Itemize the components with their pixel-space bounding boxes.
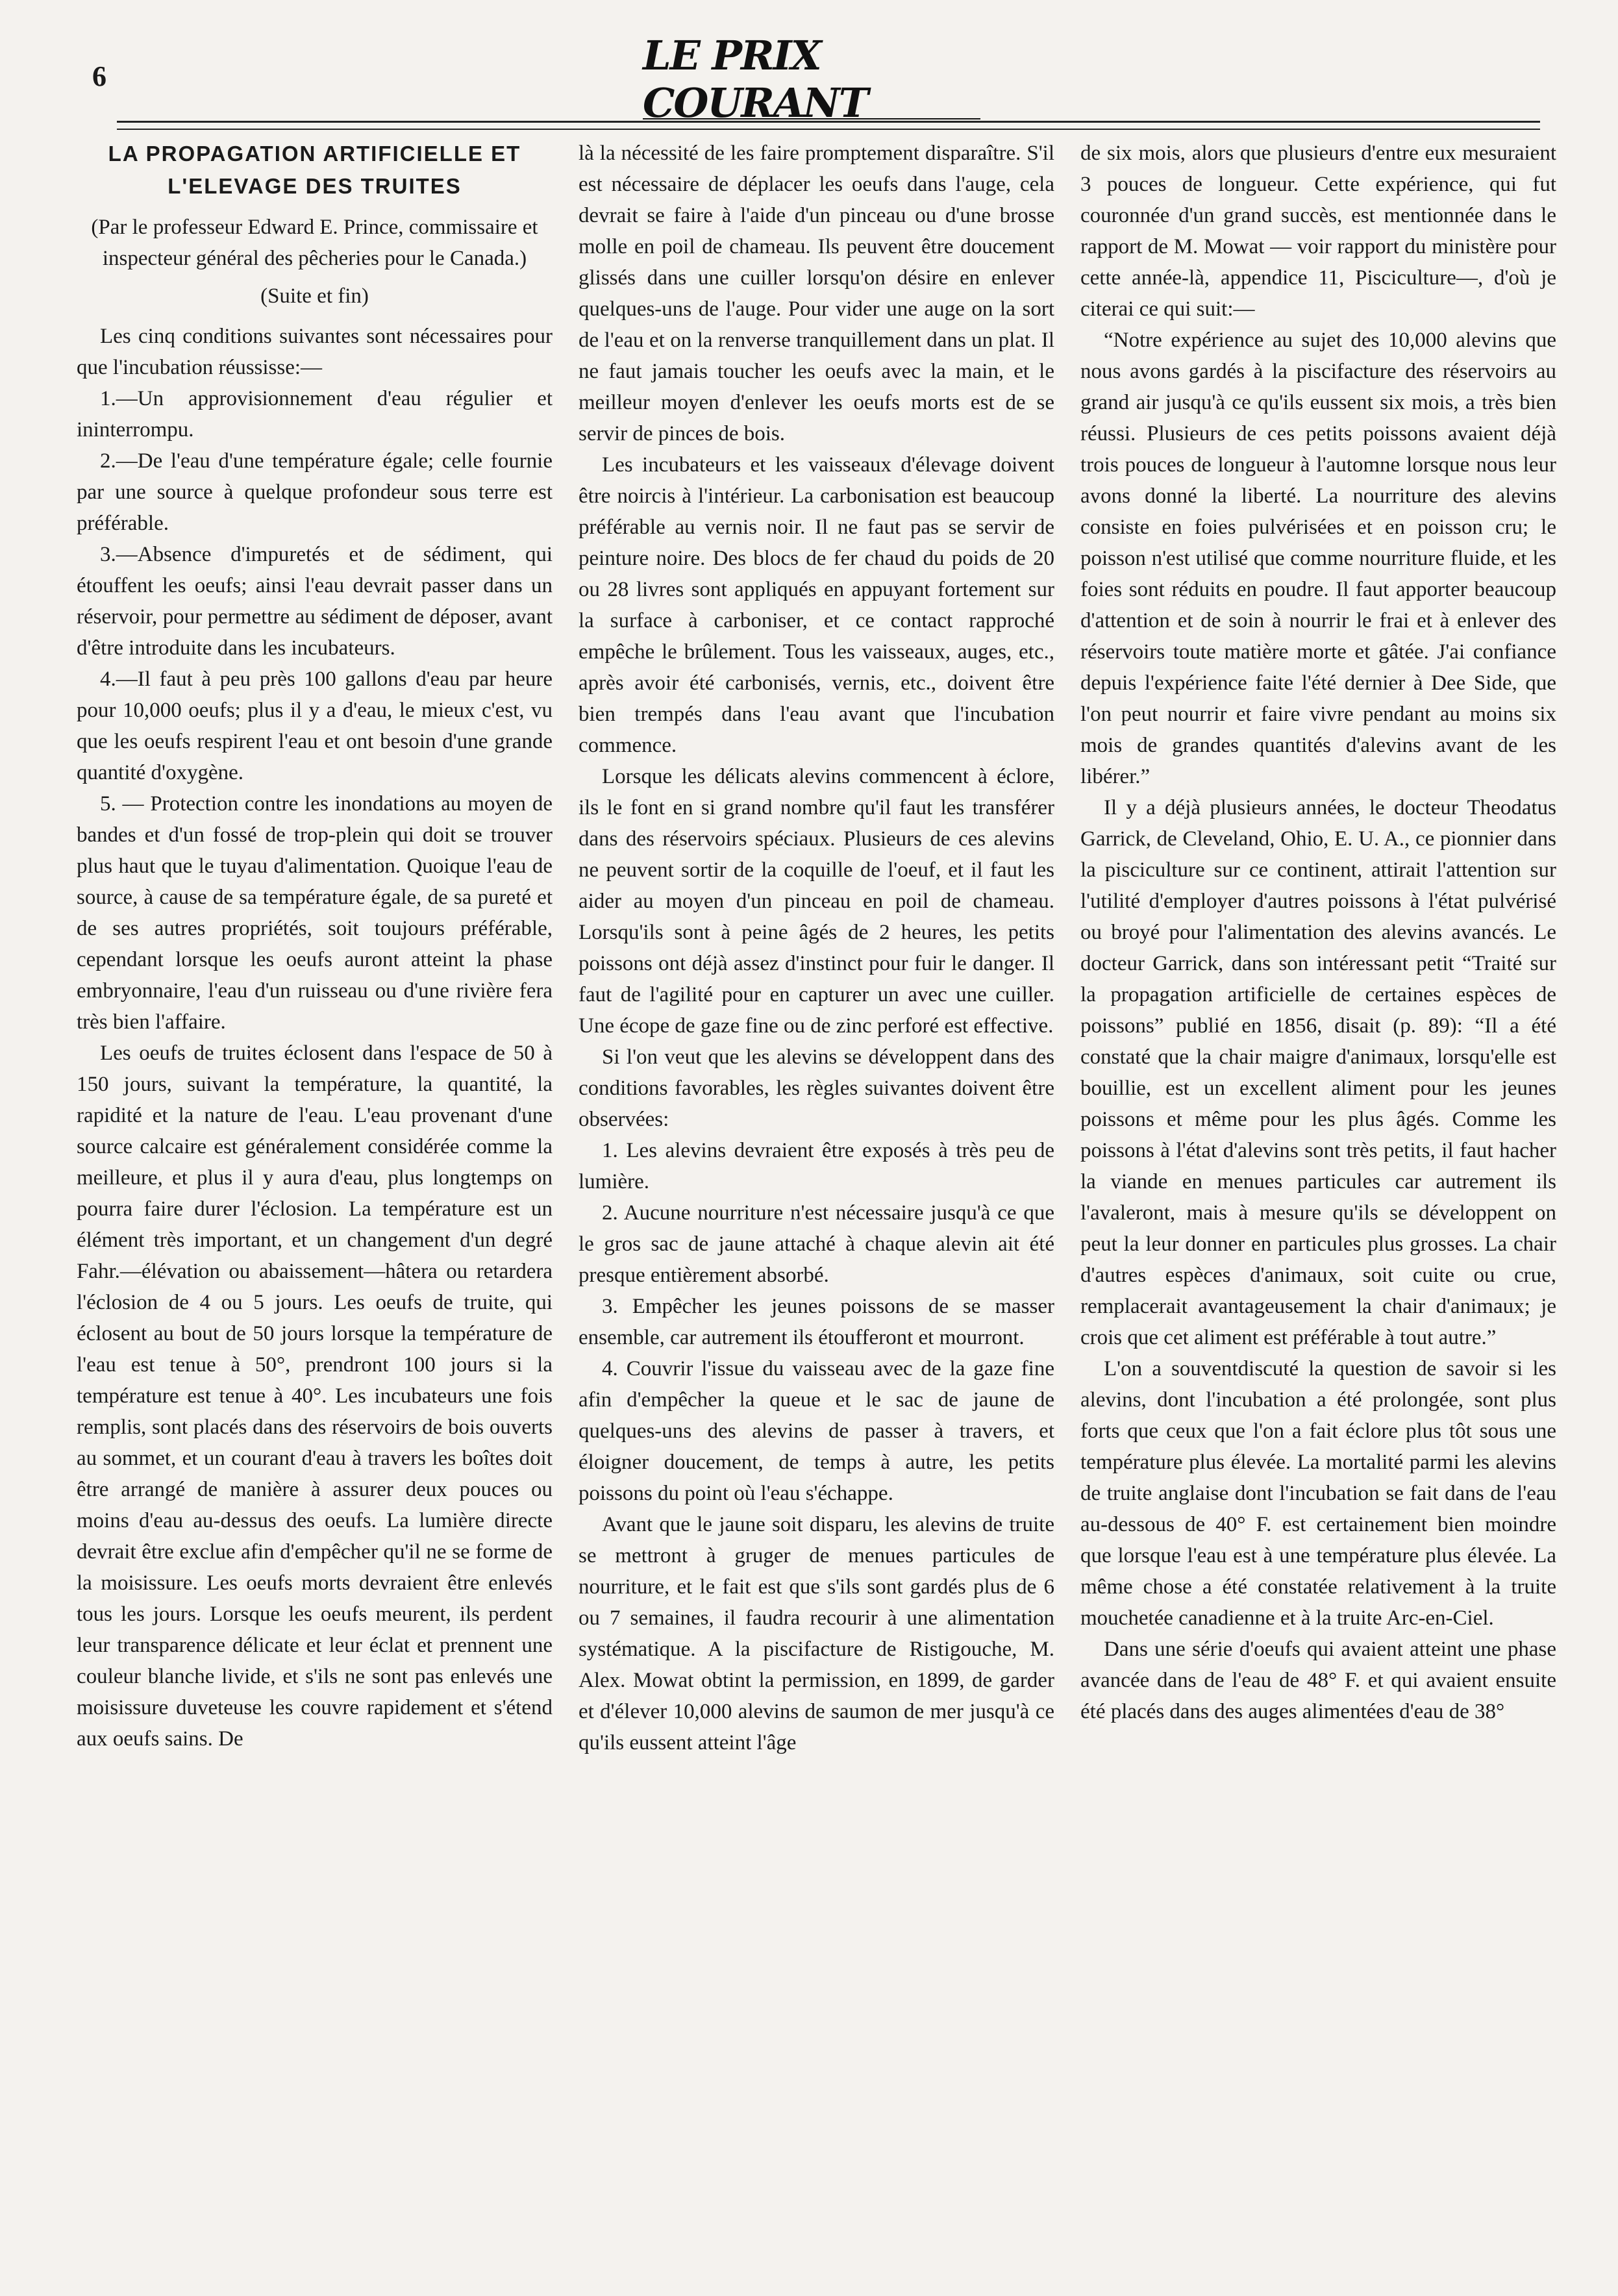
header-rule bbox=[117, 121, 1540, 123]
article-title-line-1: LA PROPAGATION ARTIFICIELLE ET bbox=[108, 142, 521, 166]
column-2 bbox=[579, 138, 1054, 2261]
paragraph: de six mois, alors que plusieurs d'entre eux mesuraient 3 pouces de longueur. Cette expérience, qui fut couronnée d'un grand succès, est mentionnée dans le rapport de M. Mowat — voir rapport du ministère pour cette année-là, appendice 11, Pisciculture—, d'où je citerai ce qui suit:— bbox=[1080, 142, 1556, 321]
paragraph: “Notre expérience au sujet des 10,000 alevins que nous avons gardés à la piscifacture des réservoirs au grand air jusqu'à ce qu'ils eussent six mois, a très bien réussi. Plusieurs de ces petits poissons avaient déjà trois pouces de longueur à l'automne lorsque nous leur avons donné la liberté. La nourriture des alevins consiste en foies pulvérisées et en poisson cru; le poisson n'est utilisé que comme nourriture fluide, et les foies sont réduits en poudre. Il faut apporter beaucoup d'attention et de soin à nourrir le frai et à enlever des réservoirs toute matière morte et gâtée. J'ai confiance depuis l'expérience faite l'été dernier à Dee Side, que l'on peut nourrir et faire vivre pendant au moins six mois de grandes quantités d'alevins avant de les libérer.” bbox=[1080, 329, 1556, 788]
paragraph: 4. Couvrir l'issue du vaisseau avec de la gaze fine afin d'empêcher la queue et le sac de jaune de quelques-uns des alevins de passer à travers, et éloigner doucement, de temps à autre, les petits poissons du point où l'eau s'échappe. bbox=[579, 1357, 1054, 1505]
article-title bbox=[77, 138, 553, 203]
paragraph: là la nécessité de les faire promptement disparaître. S'il est nécessaire de déplacer les oeufs dans l'auge, cela devrait se faire à l'aide d'un pinceau ou d'une brosse molle en poil de chameau. Ils peuvent être doucement glissés dans une cuiller lorsqu'on désire en enlever quelques-uns de l'auge. Pour vider une auge on la sort de l'eau et on la renverse tranquillement dans un plat. Il ne faut jamais toucher les oeufs avec la main, et le meilleur moyen d'enlever les oeufs morts est de se servir de pinces de bois. bbox=[579, 142, 1054, 445]
paragraph: 2. Aucune nourriture n'est nécessaire jusqu'à ce que le gros sac de jaune attaché à chaque alevin ait été presque entièrement absorbé. bbox=[579, 1201, 1054, 1287]
paragraph: Avant que le jaune soit disparu, les alevins de truite se mettront à gruger de menues particules de nourriture, et le fait est que s'ils sont gardés plus de 6 ou 7 semaines, il faudra recourir à une alimentation systématique. A la piscifacture de Ristigouche, M. Alex. Mowat obtint la permission, en 1899, de garder et d'élever 10,000 alevins de saumon de mer jusqu'à ce qu'ils eussent atteint l'âge bbox=[579, 1513, 1054, 1754]
paragraph: Les incubateurs et les vaisseaux d'élevage doivent être noircis à l'intérieur. La carbonisation est beaucoup préférable au vernis noir. Il ne faut pas se servir de peinture noire. Des blocs de fer chaud du poids de 20 ou 28 livres sont appliqués en appuyant fortement sur la surface à carboniser, et ce contact rapproché empêche le brûlement. Tous les vaisseaux, auges, etc., après avoir été carbonisés, vernis, etc., doivent être bien trempés dans l'eau avant que l'incubation commence. bbox=[579, 453, 1054, 757]
article-continuation-note: (Suite et fin) bbox=[260, 284, 369, 308]
paragraph: 5. — Protection contre les inondations au moyen de bandes et d'un fossé de trop-plein qui doit se trouver plus haut que le tuyau d'alimentation. Quoique l'eau de source, à cause de sa température égale, de sa pureté et de ses autres propriétés, soit toujours préférable, cependant lorsque les oeufs auront atteint la phase embryonnaire, l'eau d'un ruisseau ou d'une rivière fera très bien l'affaire. bbox=[77, 792, 553, 1034]
paragraph: 1.—Un approvisionnement d'eau régulier et ininterrompu. bbox=[77, 387, 553, 442]
paragraph: Si l'on veut que les alevins se développent dans des conditions favorables, les règles suivantes doivent être observées: bbox=[579, 1045, 1054, 1131]
paragraph: 3.—Absence d'impuretés et de sédiment, qui étouffent les oeufs; ainsi l'eau devrait passer dans un réservoir, pour permettre au sédiment de déposer, avant d'être introduite dans les incubateurs. bbox=[77, 543, 553, 660]
column-1 bbox=[77, 138, 553, 2261]
paragraph: Il y a déjà plusieurs années, le docteur Theodatus Garrick, de Cleveland, Ohio, E. U. A., ce pionnier dans la pisciculture sur ce continent, attirait l'attention sur l'utilité d'employer d'autres poissons à l'état pulvérisé ou broyé pour l'alimentation des alevins avancés. Le docteur Garrick, dans son intéressant petit “Traité sur la propagation artificielle de certaines espèces de poissons” publié en 1856, disait (p. 89): “Il a été constaté que la chair maigre d'animaux, lorsqu'elle est bouillie, est un excellent aliment pour les jeunes poissons et même pour les plus âgés. Comme les poissons à l'état d'alevins sont très petits, il faut hacher la viande en menues particules car autrement ils l'avaleront, mais à mesure qu'ils se développent on peut la leur donner en particules plus grosses. La chair d'autres espèces d'animaux, soit cuite ou crue, remplacerait avantageusement la chair d'animaux; je crois que cet aliment est préférable à tout autre.” bbox=[1080, 796, 1556, 1349]
paragraph: 3. Empêcher les jeunes poissons de se masser ensemble, car autrement ils étoufferont et mourront. bbox=[579, 1295, 1054, 1349]
paragraph: 1. Les alevins devraient être exposés à très peu de lumière. bbox=[579, 1139, 1054, 1193]
masthead-logo bbox=[643, 32, 980, 127]
paragraph: 4.—Il faut à peu près 100 gallons d'eau par heure pour 10,000 oeufs; plus il y a d'eau, le mieux c'est, vu que les oeufs respirent l'eau et ont besoin d'une grande quantité d'oxygène. bbox=[77, 668, 553, 784]
paragraph: 2.—De l'eau d'une température égale; celle fournie par une source à quelque profondeur sous terre est préférable. bbox=[77, 449, 553, 535]
header-rule-thin bbox=[117, 129, 1540, 130]
column-3 bbox=[1080, 138, 1556, 2261]
paragraph: Lorsque les délicats alevins commencent à éclore, ils le font en si grand nombre qu'il faut les transférer dans des réservoirs spéciaux. Plusieurs de ces alevins ne peuvent sortir de la coquille de l'oeuf, et il faut les aider au moyen d'un pinceau en poil de chameau. Lorsqu'ils sont à peine âgés de 2 heures, les petits poissons ont déjà assez d'instinct pour fuir le danger. Il faut de l'agilité pour en capturer un avec une cuiller. Une écope de gaze fine ou de zinc perforé est effective. bbox=[579, 765, 1054, 1038]
paragraph: Dans une série d'oeufs qui avaient atteint une phase avancée dans de l'eau de 48° F. et qui avaient ensuite été placés dans des auges alimentées d'eau de 38° bbox=[1080, 1638, 1556, 1723]
paragraph: L'on a souventdiscuté la question de savoir si les alevins, dont l'incubation a été prolongée, sont plus forts que ceux que l'on a fait éclore plus tôt sous une température plus élevée. La mortalité parmi les alevins de truite anglaise dont l'incubation se fait dans de l'eau au-dessous de 40° F. est certainement bien moindre que lorsque l'eau est à une température plus élevée. La même chose a été constatée relativement à la truite mouchetée canadienne et à la truite Arc-en-Ciel. bbox=[1080, 1357, 1556, 1630]
paragraph: Les oeufs de truites éclosent dans l'espace de 50 à 150 jours, suivant la température, la quantité, la rapidité et la nature de l'eau. L'eau provenant d'une source calcaire est généralement considérée comme la meilleure, et plus il y aura d'eau, plus longtemps on pourra faire durer l'éclosion. La température est un élément très important, et un changement d'un degré Fahr.—élévation ou abaissement—hâtera ou retardera l'éclosion de 4 ou 5 jours. Les oeufs de truite, qui éclosent au bout de 50 jours lorsque la température de l'eau est tenue à 50°, prendront 100 jours si la température est tenue à 40°. Les incubateurs une fois remplis, sont placés dans des réservoirs de bois ouverts au sommet, et un courant d'eau à travers les boîtes doit être arrangé de manière à assurer deux pouces ou moins d'eau au-dessus des oeufs. La lumière directe devrait être exclue afin d'empêcher qu'il ne se forme de la moisissure. Les oeufs morts devraient être enlevés tous les jours. Lorsque les oeufs meurent, ils perdent leur transparence délicate et leur éclat et prennent une couleur blanche livide, et s'ils ne sont pas enlevés une moisissure duveteuse les couvre rapidement et s'étend aux oeufs sains. De bbox=[77, 1042, 553, 1751]
article-title-line-2: L'ELEVAGE DES TRUITES bbox=[168, 174, 462, 198]
masthead-text: LE PRIX COURANT bbox=[643, 32, 867, 127]
article-columns bbox=[77, 138, 1557, 2261]
paragraph: Les cinq conditions suivantes sont nécessaires pour que l'incubation réussisse:— bbox=[77, 325, 553, 379]
article-byline: (Par le professeur Edward E. Prince, commissaire et inspecteur général des pêcheries pour le Canada.) bbox=[91, 216, 538, 270]
page-number: 6 bbox=[92, 60, 106, 92]
